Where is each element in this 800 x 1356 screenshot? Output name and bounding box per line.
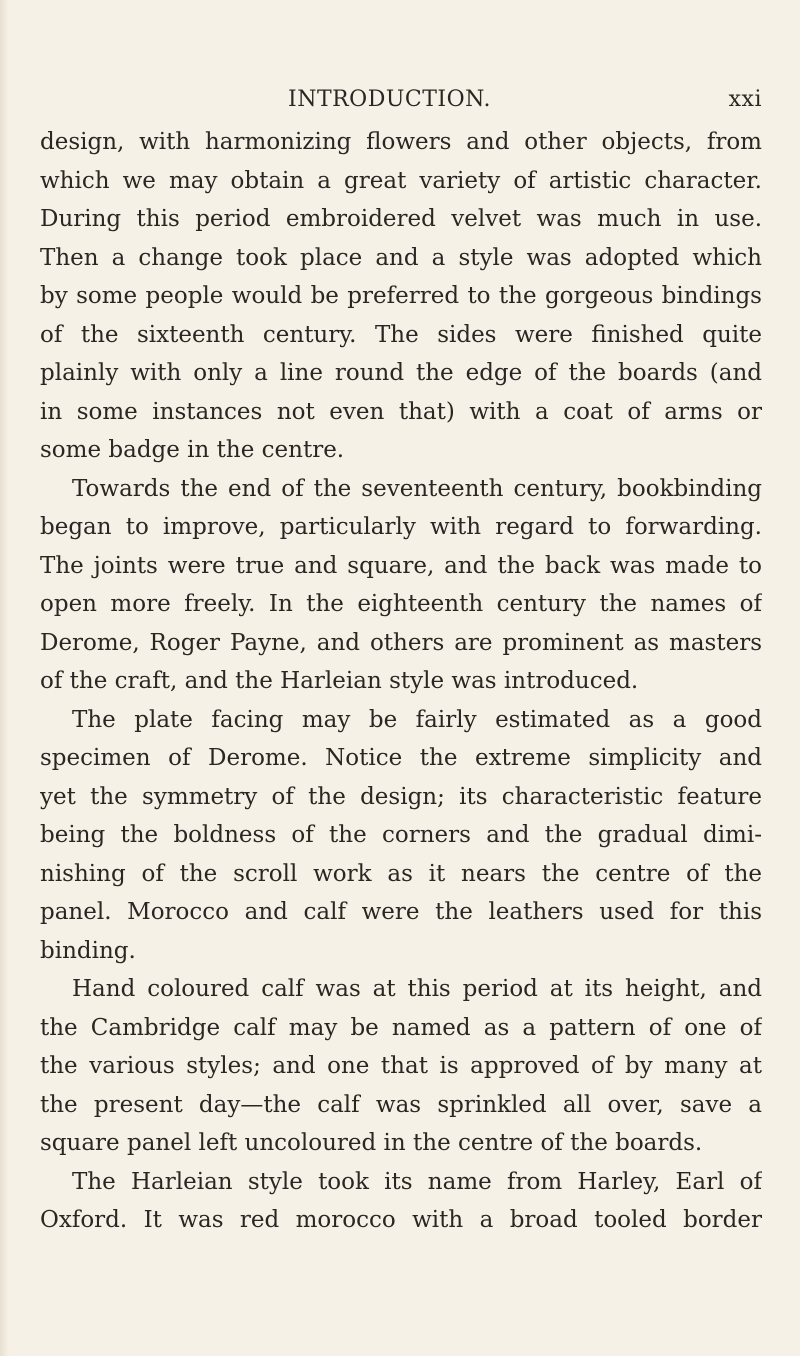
running-head [40, 87, 762, 117]
text-line: open more freely. In the eighteenth century the names of [40, 591, 762, 617]
text-line: the Cambridge calf may be named as a pattern of one of [40, 1014, 762, 1041]
text-line: being the boldness of the corners and the gradual dimi- [40, 822, 762, 848]
text-line: in some instances not even that) with a coat of arms or [40, 398, 762, 425]
text-line: nishing of the scroll work as it nears the centre of the [40, 860, 762, 887]
running-title: INTRODUCTION. [288, 87, 491, 112]
page-number: xxi [728, 87, 762, 112]
text-line: Then a change took place and a style was adopted which [40, 244, 762, 271]
text-line: of the craft, and the Harleian style was introduced. [40, 668, 639, 694]
text-line: by some people would be preferred to the gorgeous bindings [40, 283, 762, 309]
text-line: Derome, Roger Payne, and others are prominent as masters [40, 629, 762, 656]
text-line: plainly with only a line round the edge of the boards (and [40, 360, 762, 386]
text-line: which we may obtain a great variety of artistic character. [40, 167, 762, 194]
text-line: the various styles; and one that is approved of by many at [40, 1053, 762, 1079]
text-line: of the sixteenth century. The sides were finished quite [40, 321, 762, 348]
text-line: The plate facing may be fairly estimated as a good [72, 706, 762, 733]
page-edge-shadow [0, 0, 9, 1356]
text-line: design, with harmonizing flowers and other objects, from [40, 129, 762, 155]
text-line: panel. Morocco and calf were the leathers used for this [40, 899, 762, 925]
text-line: Oxford. It was red morocco with a broad tooled border [40, 1207, 762, 1233]
text-line: The joints were true and square, and the back was made to [40, 552, 762, 579]
text-line: Towards the end of the seventeenth century, bookbinding [72, 475, 762, 502]
text-line: specimen of Derome. Notice the extreme simplicity and [40, 745, 762, 771]
text-line: During this period embroidered velvet was much in use. [40, 206, 762, 232]
text-line: binding. [40, 937, 136, 964]
text-line: The Harleian style took its name from Harley, Earl of [72, 1168, 762, 1195]
text-line: square panel left uncoloured in the centre of the boards. [40, 1130, 703, 1156]
text-line: yet the symmetry of the design; its characteristic feature [40, 783, 762, 810]
text-line: began to improve, particularly with regard to forwarding. [40, 514, 762, 540]
text-line: some badge in the centre. [40, 437, 345, 463]
text-line: Hand coloured calf was at this period at its height, and [72, 976, 762, 1002]
text-line: the present day—the calf was sprinkled all over, save a [40, 1091, 762, 1118]
body-text [40, 123, 762, 1240]
